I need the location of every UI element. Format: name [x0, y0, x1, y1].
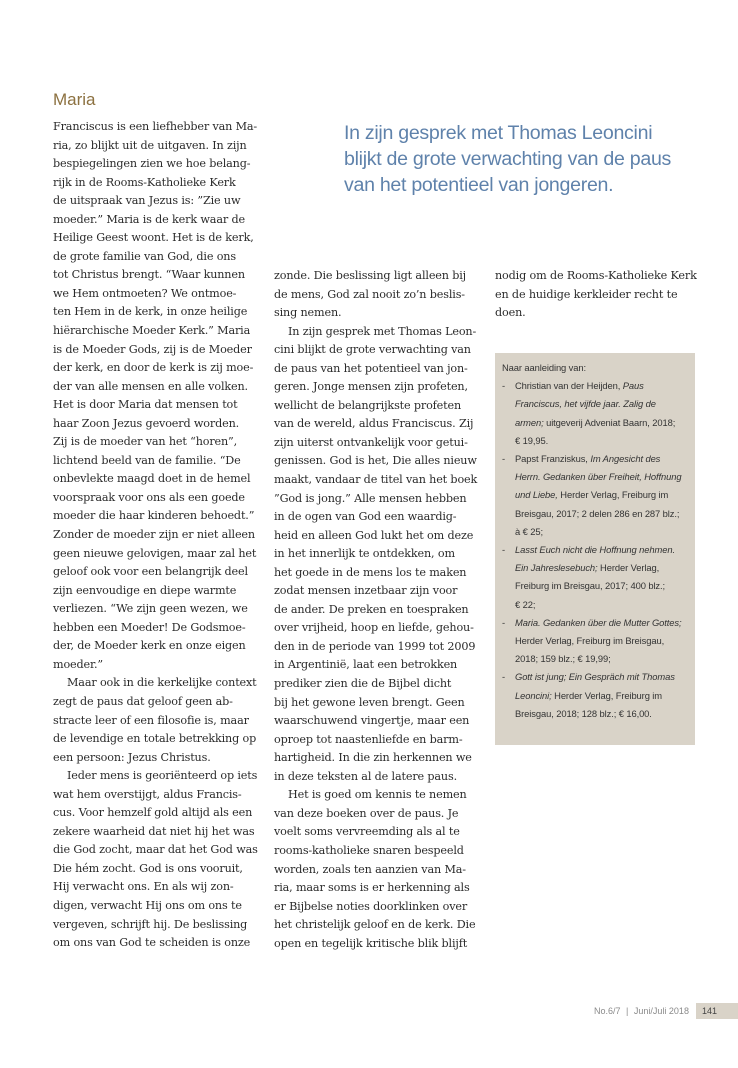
source-text: Herder Verlag, Freiburg im: [551, 689, 663, 701]
text-line: om ons van God te scheiden is onze: [53, 936, 251, 950]
text-line: zekere waarheid dat niet hij het was: [53, 824, 255, 838]
text-line: lichtend beeld van de familie. “De: [53, 453, 241, 467]
text-line: de grote familie van God, die ons: [53, 249, 236, 263]
source-text: € 19,95.: [515, 434, 549, 446]
source-line: [515, 432, 695, 450]
text-line: hiërarchische Moeder Kerk.” Maria: [53, 324, 251, 338]
source-line: [515, 523, 695, 541]
text-line: de levendige en totale betrekking op: [53, 732, 257, 746]
text-line: stracte leer of een filosofie is, maar: [53, 713, 249, 727]
source-line: [515, 541, 695, 559]
text-line: die God zocht, maar dat het God was: [53, 843, 258, 857]
source-item: [502, 450, 695, 541]
text-line: oproep tot naastenliefde en barm-: [274, 732, 463, 746]
sources-heading: Naar aanleiding van:: [502, 362, 586, 373]
text-line: zijn eenvoudige en diepe warmte: [53, 583, 237, 597]
source-line: [515, 632, 695, 650]
source-line: [515, 577, 695, 595]
dash-bullet: -: [502, 671, 506, 683]
source-text: Christian van der Heijden,: [515, 380, 623, 392]
source-item: [502, 614, 695, 669]
text-line: doen.: [495, 306, 526, 320]
source-line: [515, 559, 695, 577]
text-line: heid en alleen God lukt het om deze: [274, 528, 474, 542]
text-line: de paus van het potentieel van jon-: [274, 361, 468, 375]
text-line: In zijn gesprek met Thomas Leon-: [288, 324, 477, 338]
text-line: een persoon: Jezus Christus.: [53, 750, 211, 764]
source-line: [515, 614, 695, 632]
text-line: Die hém zocht. God is ons vooruit,: [53, 861, 243, 875]
dash-bullet: -: [502, 544, 506, 556]
text-line: moeder die haar kinderen behoedt.”: [53, 509, 255, 523]
text-line: prediker zien die de Bijbel dicht: [274, 677, 452, 691]
text-line: den in de periode van 1999 tot 2009: [274, 639, 476, 653]
page-number: 141: [696, 1003, 738, 1019]
text-line: zegt de paus dat geloof geen ab-: [53, 694, 233, 708]
text-line: in de ogen van God een waardig-: [274, 510, 457, 524]
text-line: bespiegelingen zien we hoe belang-: [53, 157, 251, 171]
text-line: der, de Moeder kerk en onze eigen: [53, 639, 246, 653]
text-column-1: [53, 118, 265, 953]
source-title-text: armen;: [515, 416, 544, 428]
text-line: Zonder de moeder zijn er niet alleen: [53, 528, 255, 542]
footer-separator: |: [626, 1006, 629, 1016]
source-title-text: und Liebe,: [515, 489, 558, 501]
source-line: [515, 596, 695, 614]
text-line: ”God is jong.” Alle mensen hebben: [274, 491, 467, 505]
text-line: voorspraak voor ons als een goede: [53, 490, 245, 504]
text-column-3: [495, 267, 705, 323]
text-line: hartigheid. In die zin herkennen we: [274, 751, 472, 765]
text-line: haar Zoon Jezus gevoerd worden.: [53, 416, 240, 430]
text-line: moeder.”: [53, 657, 103, 671]
text-line: zijn uiterst ontvankelijk voor getui-: [274, 435, 468, 449]
source-line: [515, 687, 695, 705]
paragraph: [274, 267, 478, 323]
source-line: [515, 486, 695, 504]
source-text: 2018; 159 blz.; € 19,99;: [515, 653, 611, 665]
source-title-text: Lasst Euch nicht die Hoffnung nehmen.: [515, 544, 675, 556]
text-line: over vrijheid, hoop en liefde, gehou-: [274, 621, 474, 635]
text-line: zodat mensen inzetbaar zijn voor: [274, 584, 458, 598]
text-line: in deze teksten al de latere paus.: [274, 769, 457, 783]
issue-number: No.6/7: [594, 1006, 621, 1016]
source-text: Breisgau, 2017; 2 delen 286 en 287 blz.;: [515, 507, 680, 519]
source-text: Herder Verlag,: [597, 562, 660, 574]
text-line: Het is goed om kennis te nemen: [288, 788, 467, 802]
text-line: het christelijk geloof en de kerk. Die: [274, 918, 476, 932]
text-line: rooms-katholieke snaren bespeeld: [274, 843, 464, 857]
text-line: open en tegelijk kritische blik blijft: [274, 936, 468, 950]
source-title-text: Im Angesicht des: [590, 453, 661, 465]
source-line: [515, 450, 695, 468]
text-line: waarschuwend vingertje, maar een: [274, 714, 470, 728]
text-line: voelt soms vervreemding als al te: [274, 825, 460, 839]
pull-quote: [344, 120, 684, 198]
text-line: digen, verwacht Hij ons om ons te: [53, 898, 242, 912]
dash-bullet: -: [502, 380, 506, 392]
text-line: ria, maar soms is er herkenning als: [274, 881, 470, 895]
text-line: Maar ook in die kerkelijke context: [67, 676, 257, 690]
source-text: Herder Verlag, Freiburg im Breisgau,: [515, 635, 665, 647]
text-line: moeder.” Maria is de kerk waar de: [53, 212, 245, 226]
text-line: sing nemen.: [274, 306, 342, 320]
source-title-text: Herrn. Gedanken über Freiheit, Hoffnung: [515, 471, 682, 483]
paragraph: [53, 767, 265, 952]
text-line: het goede in de mens los te maken: [274, 565, 467, 579]
source-title-text: Franciscus, het vijfde jaar. Zalig de: [515, 398, 656, 410]
source-title-text: Leoncini;: [515, 689, 552, 701]
text-line: wellicht de belangrijkste profeten: [274, 398, 462, 412]
text-line: en de huidige kerkleider recht te: [495, 287, 678, 301]
paragraph: [495, 267, 705, 323]
source-item: [502, 541, 695, 614]
source-text: € 22;: [515, 598, 536, 610]
text-line: rijk in de Rooms-Katholieke Kerk: [53, 175, 236, 189]
source-line: [515, 505, 695, 523]
text-line: nodig om de Rooms-Katholieke Kerk: [495, 269, 697, 282]
text-line: hebben een Moeder! De Godsmoe-: [53, 620, 246, 634]
issue-date: Juni/Juli 2018: [633, 1006, 689, 1016]
text-line: ten Hem in de kerk, in onze heilige: [53, 305, 248, 319]
text-line: der van alle mensen en alle volken.: [53, 379, 248, 393]
text-line: der kerk, en door de kerk is zij moe-: [53, 361, 254, 375]
text-line: geloof ook voor een belangrijk deel: [53, 565, 248, 579]
text-line: in het innerlijk te ontdekken, om: [274, 547, 455, 561]
source-title-text: Ein Jahreslesebuch;: [515, 562, 598, 574]
paragraph: [53, 674, 265, 767]
text-line: geren. Jonge mensen zijn profeten,: [274, 380, 468, 394]
text-line: Heilige Geest woont. Het is de kerk,: [53, 231, 254, 245]
sources-box: [495, 353, 695, 745]
text-line: is de Moeder Gods, zij is de Moeder: [53, 342, 252, 356]
text-line: er Bijbelse noties doorklinken over: [274, 899, 468, 913]
source-line: [515, 395, 695, 413]
text-line: verliezen. “We zijn geen wezen, we: [53, 602, 248, 616]
text-line: tot Christus brengt. “Waar kunnen: [53, 268, 245, 282]
text-line: van deze boeken over de paus. Je: [274, 806, 459, 820]
text-column-2: [274, 267, 478, 953]
source-line: [515, 650, 695, 668]
text-line: onbevlekte maagd doet in de hemel: [53, 472, 251, 486]
source-text: à € 25;: [515, 525, 543, 537]
section-heading: Maria: [53, 90, 96, 109]
source-line: [515, 705, 695, 723]
source-line: [515, 414, 695, 432]
source-line: [515, 468, 695, 486]
text-line: Hij verwacht ons. En als wij zon-: [53, 880, 234, 894]
source-title-text: Paus: [622, 380, 644, 392]
text-line: vergeven, schrijft hij. De beslissing: [53, 917, 248, 931]
source-title-text: Gott ist jung; Ein Gespräch mit Thomas: [515, 671, 675, 683]
text-line: ria, zo blijkt uit de uitgaven. In zijn: [53, 138, 247, 152]
text-line: Franciscus is een liefhebber van Ma-: [53, 120, 258, 133]
text-line: zonde. Die beslissing ligt alleen bij: [274, 269, 466, 282]
text-line: de uitspraak van Jezus is: ”Zie uw: [53, 194, 241, 208]
text-line: in Argentinië, laat een betrokken: [274, 658, 458, 672]
footer-issue: [594, 1003, 689, 1019]
text-line: genissen. God is het, Die alles nieuw: [274, 454, 477, 468]
text-line: cini blijkt de grote verwachting van: [274, 343, 471, 357]
paragraph: [274, 786, 478, 953]
source-item: [502, 668, 695, 723]
source-item: [502, 377, 695, 450]
text-line: we Hem ontmoeten? We ontmoe-: [53, 286, 237, 300]
pull-quote-line: In zijn gesprek met Thomas Leoncini: [344, 122, 653, 144]
source-text: uitgeverij Adveniat Baarn, 2018;: [543, 416, 676, 428]
dash-bullet: -: [502, 616, 506, 628]
paragraph: [274, 323, 478, 787]
pull-quote-line: blijkt de grote verwachting van de paus: [344, 148, 672, 170]
source-line: [515, 668, 695, 686]
source-text: Papst Franziskus,: [515, 453, 591, 465]
text-line: de mens, God zal nooit zo’n beslis-: [274, 287, 465, 301]
dash-bullet: -: [502, 453, 506, 465]
paragraph: [53, 118, 265, 674]
pull-quote-line: van het potentieel van jongeren.: [344, 174, 614, 196]
text-line: de ander. De preken en toespraken: [274, 602, 469, 616]
source-title-text: Maria. Gedanken über die Mutter Gottes;: [515, 616, 682, 628]
source-text: Freiburg im Breisgau, 2017; 400 blz.;: [515, 580, 666, 592]
text-line: bij het gewone leven brengt. Geen: [274, 695, 465, 709]
text-line: worden, zoals ten aanzien van Ma-: [274, 862, 466, 876]
text-line: wat hem overstijgt, aldus Francis-: [53, 787, 242, 801]
text-line: van de wereld, aldus Franciscus. Zij: [274, 417, 474, 431]
text-line: cus. Voor hemzelf gold altijd als een: [53, 806, 253, 820]
text-line: maakt, vandaar de titel van het boek: [274, 473, 478, 487]
source-text: Herder Verlag, Freiburg im: [557, 489, 669, 501]
source-line: [515, 377, 695, 395]
text-line: Het is door Maria dat mensen tot: [53, 398, 238, 412]
text-line: Ieder mens is georiënteerd op iets: [67, 769, 258, 783]
text-line: Zij is de moeder van het “horen”,: [53, 435, 238, 449]
source-text: Breisgau, 2018; 128 blz.; € 16,00.: [515, 707, 652, 719]
text-line: geen nieuwe gelovigen, maar zal het: [53, 546, 257, 560]
